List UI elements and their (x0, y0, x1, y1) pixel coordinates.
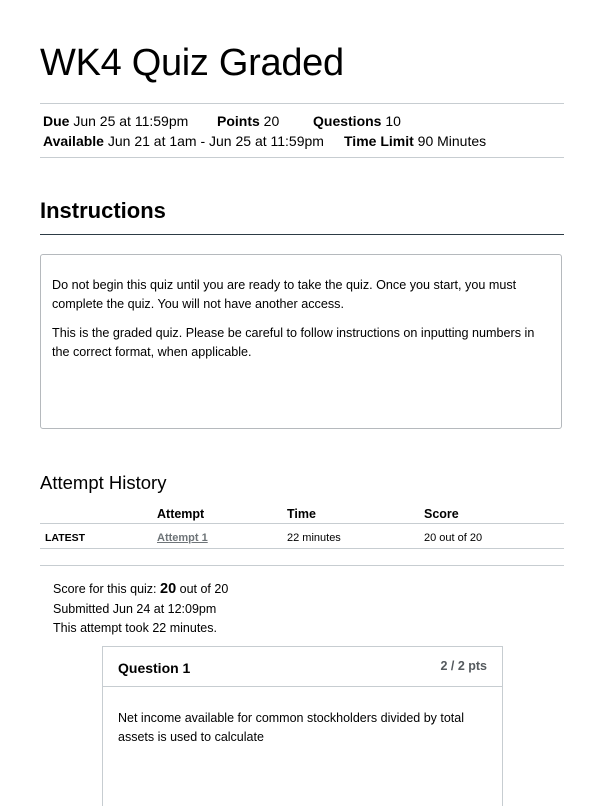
instructions-divider (40, 234, 564, 235)
due-value: Jun 25 at 11:59pm (73, 113, 189, 129)
time-limit-label: Time Limit (344, 133, 414, 149)
instructions-box (40, 254, 562, 429)
table-header-divider (40, 523, 564, 524)
page-title: WK4 Quiz Graded (40, 42, 344, 84)
column-header-attempt: Attempt (157, 507, 205, 521)
attempt-history-title: Attempt History (40, 472, 167, 493)
question-title: Question 1 (118, 660, 191, 676)
attempt-link[interactable]: Attempt 1 (157, 532, 208, 544)
table-row-divider (40, 548, 564, 549)
attempt-duration: This attempt took 22 minutes. (53, 621, 217, 635)
points-label: Points (217, 113, 260, 129)
instructions-paragraph-1: Do not begin this quiz until you are ready to take the quiz. Once you start, you must complete the quiz. You will not have another access. (52, 278, 517, 311)
latest-tag: LATEST (45, 532, 86, 544)
details-bottom-divider (40, 157, 564, 158)
due-label: Due (43, 113, 70, 129)
time-limit-value: 90 Minutes (417, 133, 487, 149)
details-top-divider (40, 103, 564, 104)
available-value: Jun 21 at 1am - Jun 25 at 11:59pm (107, 133, 324, 149)
attempt-time: 22 minutes (287, 532, 341, 544)
results-divider (40, 565, 564, 566)
available-detail (43, 132, 324, 150)
available-label: Available (43, 133, 104, 149)
time-limit-detail (344, 132, 486, 150)
question-card (102, 646, 503, 806)
submitted-time: Submitted Jun 24 at 12:09pm (53, 602, 217, 616)
column-header-time: Time (287, 507, 316, 521)
questions-label: Questions (313, 113, 382, 129)
question-text: Net income available for common stockholders divided by total assets is used to calculate (118, 711, 465, 744)
instructions-paragraph-2: This is the graded quiz. Please be careful to follow instructions on inputting numbers in the correct format, when applicable. (52, 326, 535, 359)
questions-detail (313, 112, 401, 130)
attempt-score: 20 out of 20 (424, 532, 483, 544)
score-prefix: Score for this quiz: (53, 582, 160, 596)
points-detail (217, 112, 279, 130)
question-points: 2 / 2 pts (440, 659, 487, 673)
score-value: 20 (160, 581, 177, 597)
questions-value: 10 (385, 113, 401, 129)
quiz-score (53, 580, 228, 598)
column-header-score: Score (424, 507, 459, 521)
due-detail (43, 112, 188, 130)
instructions-heading: Instructions (40, 198, 166, 223)
score-suffix: out of 20 (176, 582, 229, 596)
points-value: 20 (263, 113, 280, 129)
question-header (103, 647, 502, 687)
